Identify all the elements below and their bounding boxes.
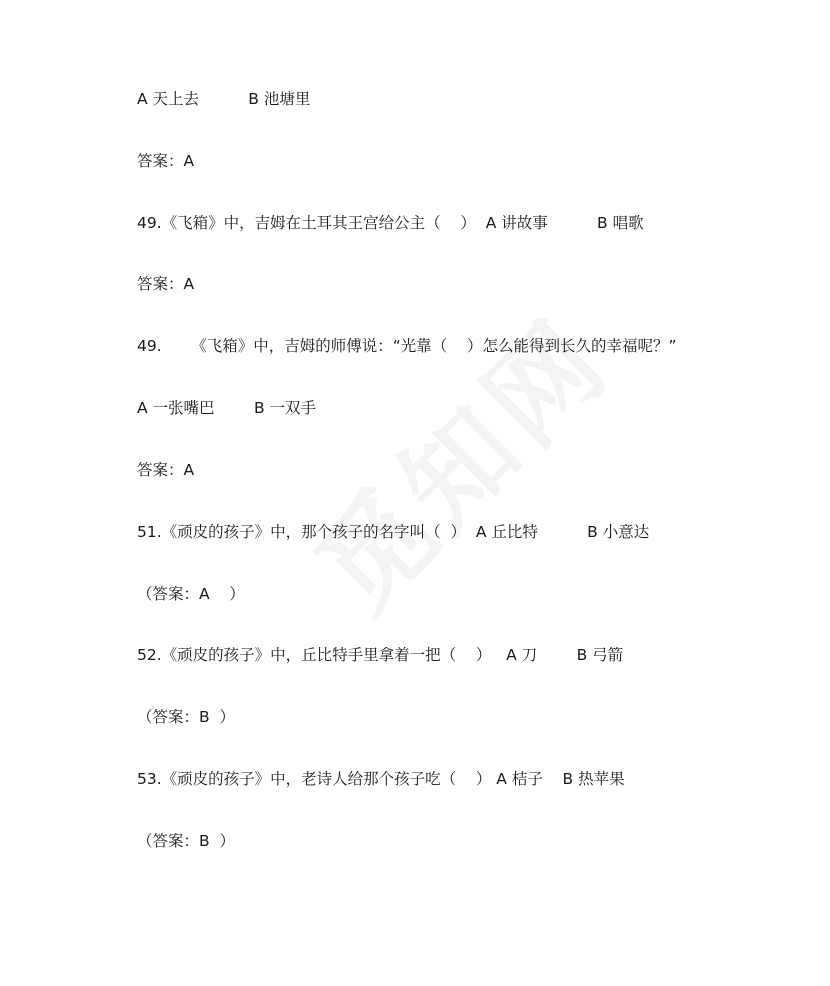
answer-line: （答案：B ）	[137, 832, 235, 850]
question-line: 49.《飞箱》中，吉姆在土耳其王宫给公主（ ） A 讲故事 B 唱歌	[137, 214, 644, 232]
answer-line: 答案：A	[137, 275, 195, 293]
answer-line: 答案：A	[137, 461, 195, 479]
question-line: 52.《顽皮的孩子》中，丘比特手里拿着一把（ ） A 刀 B 弓箭	[137, 646, 624, 664]
answer-line: （答案：B ）	[137, 708, 235, 726]
question-line: 49. 《飞箱》中，吉姆的师傅说：“光靠（ ）怎么能得到长久的幸福呢？”	[137, 337, 677, 355]
question-line: 51.《顽皮的孩子》中，那个孩子的名字叫（ ） A 丘比特 B 小意达	[137, 523, 650, 541]
answer-line: 答案：A	[137, 152, 195, 170]
question-line: 53.《顽皮的孩子》中，老诗人给那个孩子吃（ ） A 桔子 B 热苹果	[137, 770, 625, 788]
watermark	[276, 278, 638, 640]
option-line: A 天上去 B 池塘里	[137, 90, 311, 108]
option-line: A 一张嘴巴 B 一双手	[137, 399, 317, 417]
answer-line: （答案：A ）	[137, 585, 245, 603]
